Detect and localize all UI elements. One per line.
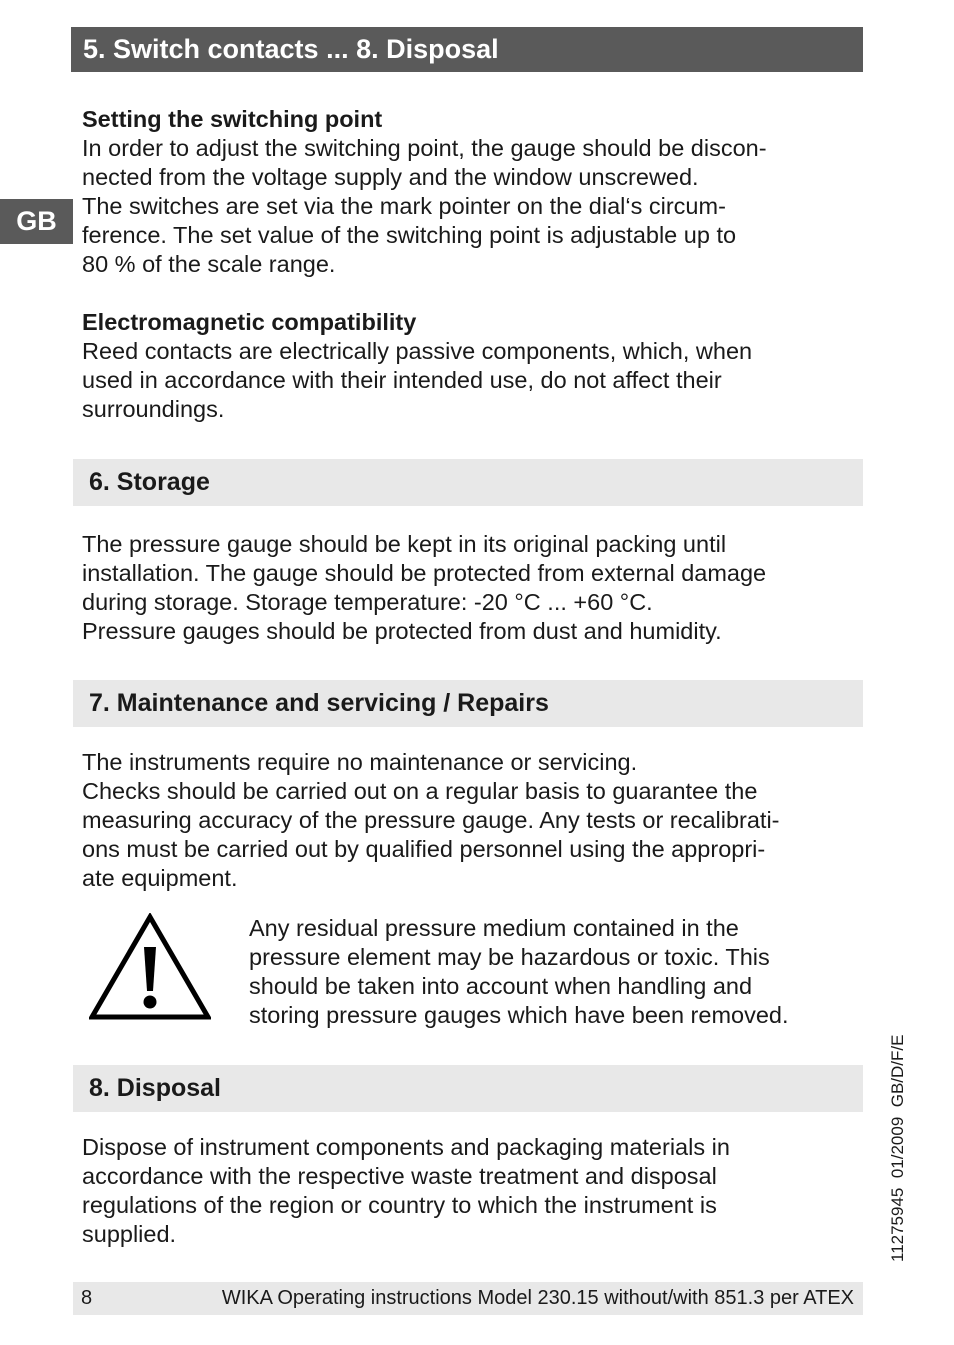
emc-line: used in accordance with their intended use, do not affect their: [82, 367, 722, 393]
disposal-section-title: 8. Disposal: [73, 1065, 863, 1112]
disposal-line: Dispose of instrument components and packaging materials in: [82, 1134, 730, 1160]
disposal-line: supplied.: [82, 1221, 177, 1247]
page-header: [71, 27, 863, 72]
warning-line: Any residual pressure medium contained in the: [249, 915, 739, 941]
maintenance-line: ate equipment.: [82, 865, 238, 891]
page-header-title: 5. Switch contacts ... 8. Disposal: [83, 34, 499, 64]
warning-triangle-icon: [89, 913, 211, 1021]
switching-point-line: The switches are set via the mark pointer on the dial‘s circum-: [82, 193, 726, 219]
switching-point-line: In order to adjust the switching point, the gauge should be discon-: [82, 135, 767, 161]
switching-point-section: [82, 105, 857, 279]
emc-section: [82, 308, 857, 424]
maintenance-line: Checks should be carried out on a regular basis to guarantee the: [82, 778, 758, 804]
storage-line: during storage. Storage temperature: -20 °C ... +60 °C.: [82, 589, 653, 615]
emc-heading: Electromagnetic compatibility: [82, 309, 417, 335]
document-code: 11275945 01/2009 GB/D/F/E: [888, 1034, 907, 1262]
warning-text: [249, 914, 859, 1030]
emc-line: Reed contacts are electrically passive components, which, when: [82, 338, 753, 364]
warning-line: storing pressure gauges which have been removed.: [249, 1002, 789, 1028]
warning-line: should be taken into account when handling and: [249, 973, 753, 999]
storage-line: installation. The gauge should be protected from external damage: [82, 560, 767, 586]
storage-section-title: 6. Storage: [73, 459, 863, 506]
maintenance-line: The instruments require no maintenance or servicing.: [82, 749, 638, 775]
storage-text: [82, 530, 857, 646]
page-footer: [73, 1282, 863, 1315]
language-tab: GB: [0, 199, 73, 244]
storage-line: The pressure gauge should be kept in its original packing until: [82, 531, 727, 557]
switching-point-line: 80 % of the scale range.: [82, 251, 336, 277]
switching-point-heading: Setting the switching point: [82, 106, 383, 132]
page-number: 8: [81, 1287, 93, 1309]
maintenance-section-title: 7. Maintenance and servicing / Repairs: [73, 680, 863, 727]
storage-line: Pressure gauges should be protected from dust and humidity.: [82, 618, 722, 644]
maintenance-text: [82, 748, 857, 893]
maintenance-line: ons must be carried out by qualified personnel using the appropri-: [82, 836, 766, 862]
footer-text: WIKA Operating instructions Model 230.15 without/with 851.3 per ATEX: [221, 1287, 854, 1309]
switching-point-line: ference. The set value of the switching point is adjustable up to: [82, 222, 737, 248]
disposal-text: [82, 1133, 857, 1249]
maintenance-line: measuring accuracy of the pressure gauge. Any tests or recalibrati-: [82, 807, 780, 833]
disposal-line: accordance with the respective waste treatment and disposal: [82, 1163, 717, 1189]
emc-line: surroundings.: [82, 396, 225, 422]
warning-line: pressure element may be hazardous or toxic. This: [249, 944, 770, 970]
switching-point-line: nected from the voltage supply and the window unscrewed.: [82, 164, 699, 190]
disposal-line: regulations of the region or country to which the instrument is: [82, 1192, 717, 1218]
